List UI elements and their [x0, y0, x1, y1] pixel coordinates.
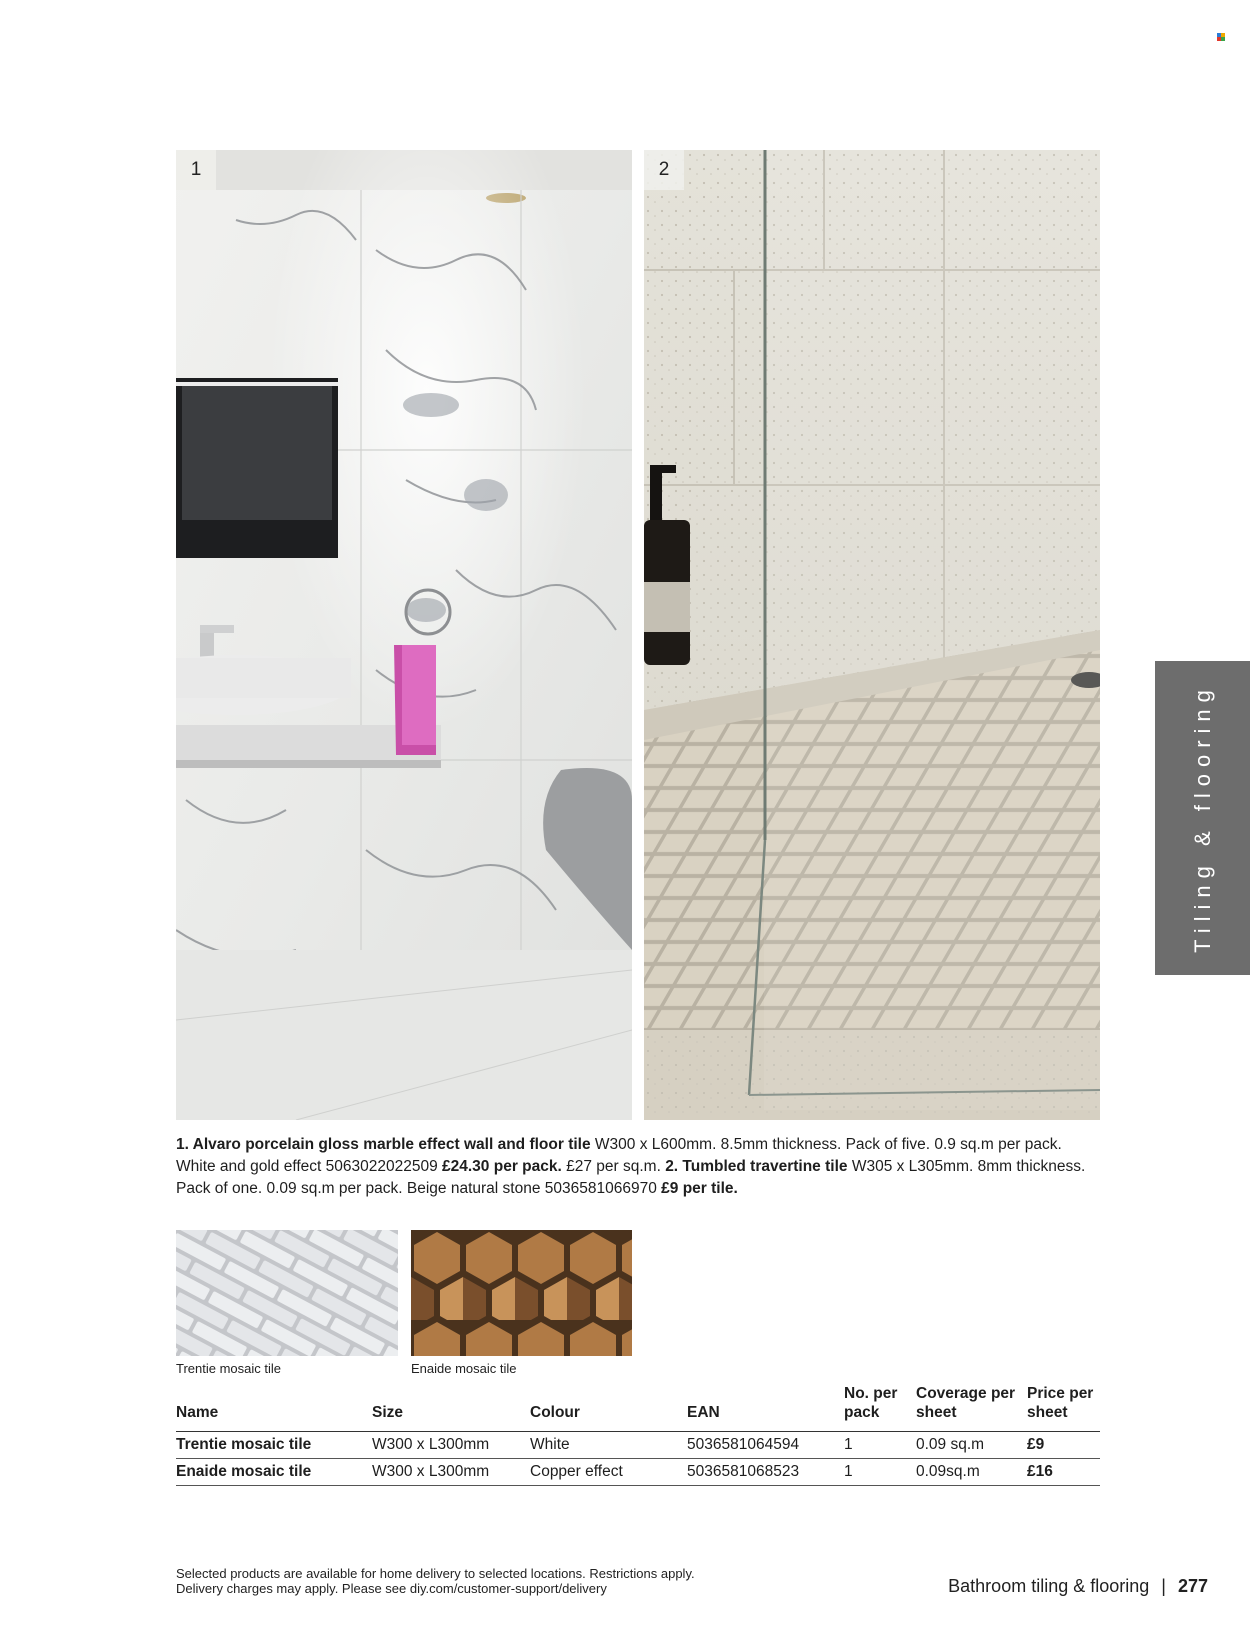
caption-item1-sqm: £27 per sq.m.	[561, 1158, 666, 1175]
table-cell-name: Enaide mosaic tile	[176, 1459, 372, 1486]
caption-item2-details: W305 x L305mm. 8mm thickness. Pack of one. 0.09 sq.m per pack. Beige natural stone 5036581066970	[176, 1158, 1086, 1197]
swatch-label-trentie: Trentie mosaic tile	[176, 1361, 281, 1376]
caption-item2-name: 2. Tumbled travertine tile	[665, 1158, 848, 1175]
table-cell-price: £9	[1027, 1432, 1100, 1459]
photo-travertine-shower	[644, 150, 1100, 1120]
footnote-line-1: Selected products are available for home delivery to selected locations. Restrictions apply.	[176, 1566, 695, 1581]
brand-logo-mark	[1217, 33, 1225, 41]
table-header-per-pack: No. per pack	[844, 1384, 916, 1432]
caption-item1-name: 1. Alvaro porcelain gloss marble effect wall and floor tile	[176, 1136, 591, 1153]
table-cell-size: W300 x L300mm	[372, 1432, 530, 1459]
table-cell-coverage: 0.09sq.m	[916, 1459, 1027, 1486]
table-cell-price: £16	[1027, 1459, 1100, 1486]
caption-item1-price: £24.30 per pack.	[442, 1158, 562, 1175]
table-header-colour: Colour	[530, 1384, 687, 1432]
page-footer	[948, 1576, 1208, 1597]
mosaic-spec-table	[176, 1384, 1100, 1486]
footer-section-title: Bathroom tiling & flooring	[948, 1576, 1150, 1596]
footer-separator: |	[1161, 1576, 1166, 1596]
swatch-label-enaide: Enaide mosaic tile	[411, 1361, 517, 1376]
table-header-name: Name	[176, 1384, 372, 1432]
table-cell-per-pack: 1	[844, 1459, 916, 1486]
section-side-tab-label: Tiling & flooring	[1189, 683, 1215, 953]
table-cell-coverage: 0.09 sq.m	[916, 1432, 1027, 1459]
table-cell-ean: 5036581068523	[687, 1459, 844, 1486]
table-header-ean: EAN	[687, 1384, 844, 1432]
photo-number-1: 1	[176, 150, 216, 190]
table-row	[176, 1432, 1100, 1459]
table-header-row	[176, 1384, 1100, 1432]
swatch-trentie-mosaic	[176, 1230, 398, 1356]
caption-item1-details: W300 x L600mm. 8.5mm thickness. Pack of five. 0.9 sq.m per pack. White and gold effect 5063022022509	[176, 1136, 1062, 1175]
photo-number-2: 2	[644, 150, 684, 190]
table-cell-colour: Copper effect	[530, 1459, 687, 1486]
table-cell-name: Trentie mosaic tile	[176, 1432, 372, 1459]
table-cell-ean: 5036581064594	[687, 1432, 844, 1459]
section-side-tab	[1155, 661, 1250, 975]
product-caption	[176, 1134, 1100, 1200]
table-cell-size: W300 x L300mm	[372, 1459, 530, 1486]
table-header-size: Size	[372, 1384, 530, 1432]
swatch-enaide-mosaic	[411, 1230, 632, 1356]
caption-item2-price: £9 per tile.	[661, 1180, 738, 1197]
table-header-coverage: Coverage per sheet	[916, 1384, 1027, 1432]
table-row	[176, 1459, 1100, 1486]
photo-marble-bathroom	[176, 150, 632, 1120]
table-cell-colour: White	[530, 1432, 687, 1459]
footnote-line-2: Delivery charges may apply. Please see diy.com/customer-support/delivery	[176, 1581, 607, 1596]
table-cell-per-pack: 1	[844, 1432, 916, 1459]
delivery-footnote	[176, 1566, 816, 1596]
table-header-price: Price per sheet	[1027, 1384, 1100, 1432]
page-number: 277	[1177, 1576, 1208, 1596]
